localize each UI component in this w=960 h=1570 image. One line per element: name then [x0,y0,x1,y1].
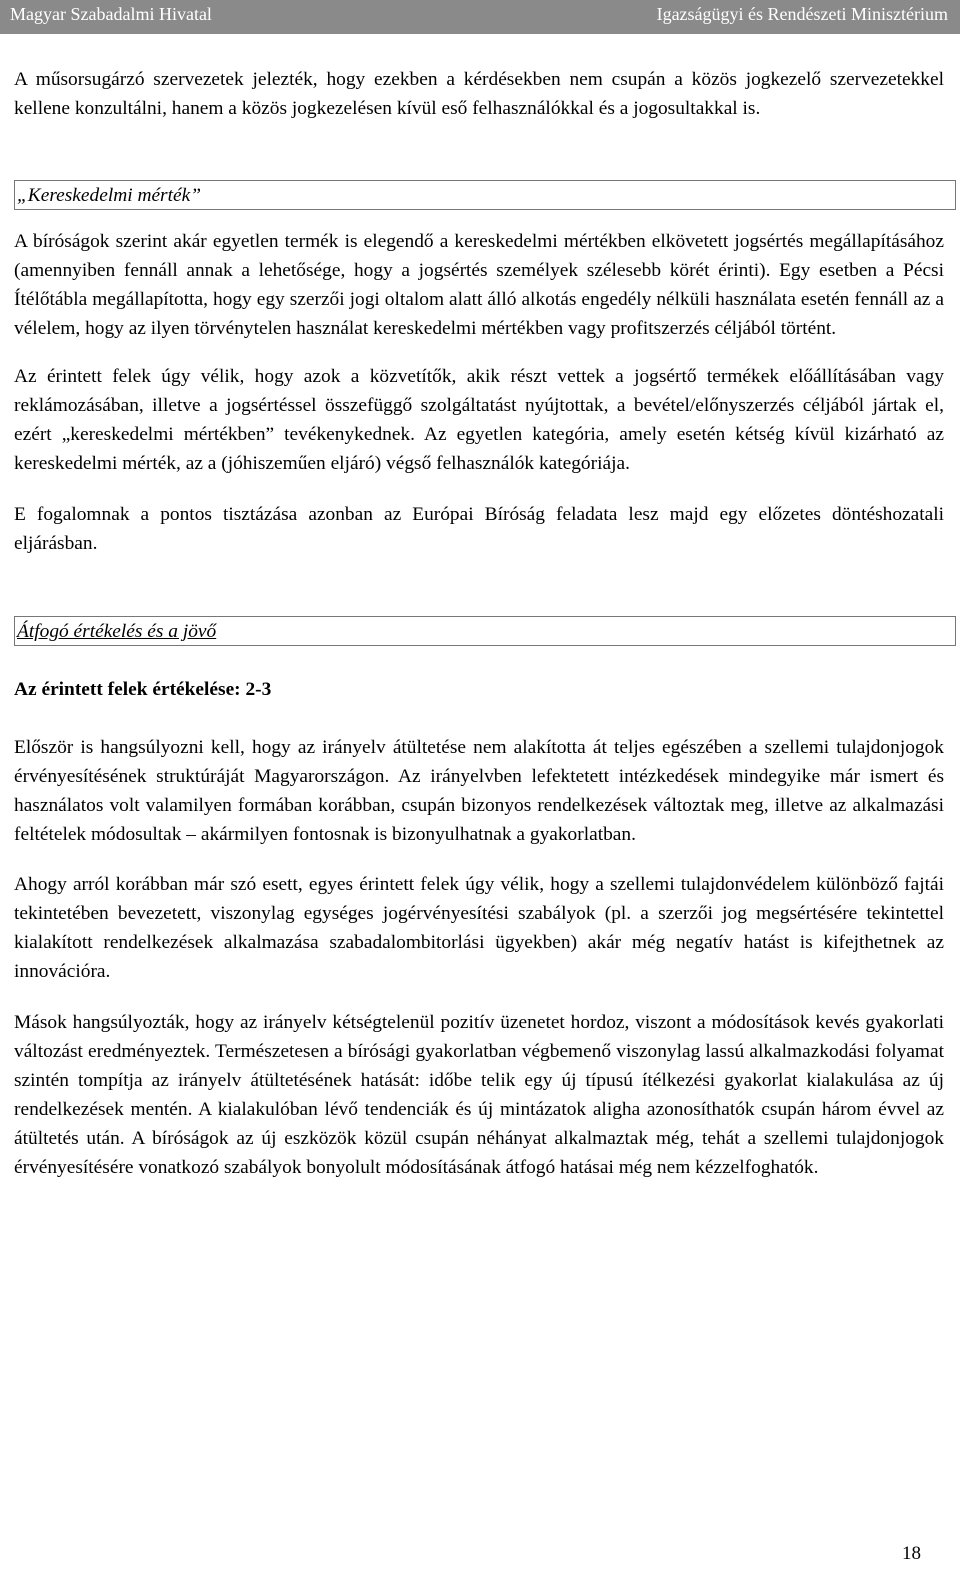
paragraph: E fogalomnak a pontos tisztázása azonban az Európai Bíróság feladata lesz majd egy előzetes döntéshozatali eljárásban. [14,504,944,554]
paragraph: A bíróságok szerint akár egyetlen termék is elegendő a kereskedelmi mértékben elkövetett jogsértés megállapításához (amennyiben fennáll annak a lehetősége, hogy a jogsértés személyek szélesebb körét érinti). Egy esetben a Pécsi Ítélőtábla megállapította, hogy egy szerzői jogi oltalom alatt álló alkotás engedély nélküli használata esetén fennáll az a vélelem, hogy az ilyen törvénytelen használat kereskedelmi mértékben vagy profitszerzés céljából történt. [14,230,944,339]
intro-paragraph: A műsorsugárzó szervezetek jelezték, hogy ezekben a kérdésekben nem csupán a közös jogkezelő szervezetekkel kellene konzultálni, hanem a közös jogkezelésen kívül eső felhasználókkal és a jogosultakkal is. [14,69,944,119]
paragraph: Mások hangsúlyozták, hogy az irányelv kétségtelenül pozitív üzenetet hordoz, viszont a módosítások kevés gyakorlati változást eredményeztek. Természetesen a bírósági gyakorlatban végbemenő viszonylag lassú alkalmazkodási folyamat szintén tompítja az irányelv átültetésének hatását: időbe telik egy új típusú ítélkezési gyakorlat kialakulása az új rendelkezések mentén. A kialakulóban lévő tendenciák és új mintázatok aligha azonosíthatók csupán három évvel az átültetés után. A bíróságok az új eszközök közül csupán néhányat alkalmaztak még, tehát a szellemi tulajdonjogok érvényesítésére vonatkozó szabályok bonyolult módosításának átfogó hatásai még nem kézzelfoghatók. [14,1012,944,1178]
header-right: Igazságügyi és Rendészeti Minisztérium [656,4,948,24]
paragraph: Először is hangsúlyozni kell, hogy az irányelv átültetése nem alakította át teljes egészében a szellemi tulajdonjogok érvényesítésének struktúráját Magyarországon. Az irányelvben lefektetett intézkedések mindegyike már ismert és használatos volt valamilyen formában korábban, csupán bizonyos rendelkezések változtak meg, illetve az alkalmazási feltételek módosultak – akármilyen fontosnak is bizonyulhatnak a gyakorlatban. [14,736,944,845]
subheading: Az érintett felek értékelése: 2-3 [14,678,272,700]
document-body [14,66,944,1182]
header-left: Magyar Szabadalmi Hivatal [10,4,212,24]
section-title-text: „Kereskedelmi mérték” [17,184,201,206]
paragraph: Az érintett felek úgy vélik, hogy azok a közvetítők, akik részt vettek a jogsértő termékek előállításában vagy reklámozásában, illetve a jogsértéssel összefüggő szolgáltatást nyújtottak, a bevétel/előnyszerzés céljából jártak el, ezért „kereskedelmi mértékben” tevékenykednek. Az egyetlen kategória, amely esetén kétség kívül kizárható az kereskedelmi mérték, az a (jóhiszeműen eljáró) végső felhasználók kategóriája. [14,366,944,475]
paragraph: Ahogy arról korábban már szó esett, egyes érintett felek úgy vélik, hogy a szellemi tulajdonvédelem különböző fajtái tekintetében bevezetett, viszonylag egységes jogérvényesítési szabályok (pl. a szerzői jog megsértésére tekintettel kialakított rendelkezések alkalmazása szabadalombitorlási ügyekben) akár még negatív hatást is kifejthetnek az innovációra. [14,874,944,983]
section-title-atfogo-ertekeles [14,616,956,646]
page-header [0,0,960,34]
section-title-text: Átfogó értékelés és a jövő [17,620,217,642]
page-number: 18 [902,1543,921,1564]
section-title-kereskedelmi-mertek [14,180,956,210]
